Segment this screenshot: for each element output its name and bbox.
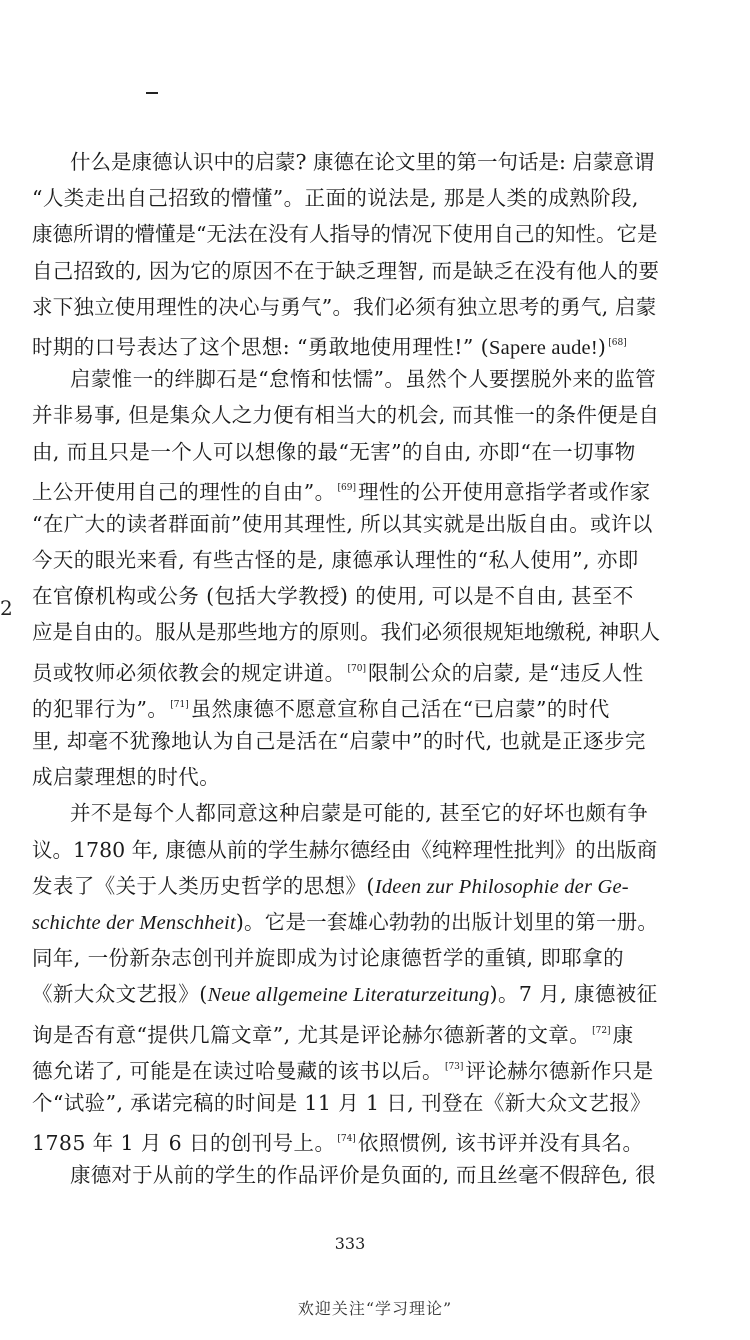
stray-mark [146,92,158,94]
text-segment: 德允诺了, 可能是在读过哈曼藏的该书以后。 [32,1058,443,1083]
text-segment: 什么是康德认识中的启蒙? 康德在论文里的第一句话是: 启蒙意谓 [70,150,655,174]
page-number: 333 [334,1234,366,1253]
text-line [32,687,660,723]
text-segment: 自己招致的, 因为它的原因不在于缺乏理智, 而是缺乏在没有他人的要 [32,258,660,283]
text-segment: 同年, 一份新杂志创刊并旋即成为讨论康德哲学的重镇, 即耶拿的 [32,946,624,971]
text-segment: 1785 年 1 月 6 日的创刊号上。 [32,1131,336,1156]
text-line [32,216,660,252]
italic-title-text: Ideen zur Philosophie der Ge- [374,875,629,898]
text-line [32,1121,660,1157]
text-segment: 康 [612,1022,634,1047]
footnote-ref: [70] [347,663,366,674]
text-segment: “人类走出自己招致的懵懂”。正面的说法是, 那是人类的成熟阶段, [32,186,639,211]
text-segment: 成启蒙理想的时代。 [32,765,221,790]
text-line [32,1157,660,1193]
text-line [32,1085,660,1121]
text-segment: )。它是一套雄心勃勃的出版计划里的第一册。 [235,909,659,934]
margin-number: 2 [0,596,13,620]
paragraph [32,795,660,1157]
text-line [32,289,660,325]
footnote-ref: [74] [337,1134,356,1145]
text-line [32,325,660,361]
body-text [32,144,660,1193]
text-segment: 的犯罪行为”。 [32,696,169,721]
text-segment: “在广大的读者群面前”使用其理性, 所以其实就是出版自由。或许以 [32,511,653,536]
text-segment: 应是自由的。服从是那些地方的原则。我们必须很规矩地缴税, 神职人 [32,620,661,645]
text-segment: Sapere aude! [489,336,598,359]
text-segment: 《新大众文艺报》( [32,982,208,1007]
text-segment: 询是否有意“提供几篇文章”, 尤其是评论赫尔德新著的文章。 [32,1022,591,1047]
footnote-ref: [71] [170,699,189,710]
text-segment: 里, 却毫不犹豫地认为自己是活在“启蒙中”的时代, 也就是正逐步完 [32,729,646,753]
text-segment: 由, 而且只是一个人可以想像的最“无害”的自由, 亦即“在一切事物 [32,439,636,464]
text-segment: 个“试验”, 承诺完稿的时间是 11 月 1 日, 刊登在《新大众文艺报》 [32,1090,652,1115]
text-line [32,976,660,1012]
text-segment: 今天的眼光来看, 有些古怪的是, 康德承认理性的“私人使用”, 亦即 [32,548,639,573]
text-line [32,759,660,795]
text-segment: 康德对于从前的学生的作品评价是负面的, 而且丝毫不假辞色, 很 [70,1163,656,1188]
italic-title-text: Neue allgemeine Literaturzeitung [207,984,490,1007]
text-segment: 上公开使用自己的理性的自由”。 [32,479,336,504]
text-line [32,904,660,940]
text-line [32,144,660,180]
text-segment: 并不是每个人都同意这种启蒙是可能的, 甚至它的好坏也颇有争 [70,801,649,826]
text-segment: 理性的公开使用意指学者或作家 [357,479,651,504]
text-segment: 员或牧师必须依教会的规定讲道。 [32,660,346,685]
text-line [32,940,660,976]
text-segment: 依照惯例, 该书评并没有具名。 [357,1131,644,1156]
paragraph [32,361,660,795]
footnote-ref: [72] [592,1025,611,1036]
text-line [32,723,660,759]
paragraph [32,144,660,361]
text-line [32,180,660,216]
text-segment: 评论赫尔德新作只是 [465,1058,654,1083]
text-segment: 并非易事, 但是集众人之力便有相当大的机会, 而其惟一的条件便是自 [32,403,660,428]
text-segment: 康德所谓的懵懂是“无法在没有人指导的情况下使用自己的知性。它是 [32,222,658,247]
text-segment: 发表了《关于人类历史哲学的思想》( [32,873,375,898]
text-line [32,1049,660,1085]
text-line [32,614,660,650]
text-segment: )。7 月, 康德被征 [489,982,658,1007]
text-segment: 在官僚机构或公务 (包括大学教授) 的使用, 可以是不自由, 甚至不 [32,584,634,609]
text-segment: 限制公众的启蒙, 是“违反人性 [367,660,644,685]
text-segment: 启蒙惟一的绊脚石是“怠惰和怯懦”。虽然个人要摆脱外来的监管 [70,367,657,392]
text-line [32,1013,660,1049]
text-line [32,832,660,868]
text-segment: 求下独立使用理性的决心与勇气”。我们必须有独立思考的勇气, 启蒙 [32,294,657,319]
text-line [32,361,660,397]
text-segment: 议。1780 年, 康德从前的学生赫尔德经由《纯粹理性批判》的出版商 [32,837,658,862]
text-line [32,506,660,542]
footnote-ref: [69] [337,482,356,493]
text-line [32,434,660,470]
footer-note: 欢迎关注“学习理论” [297,1299,453,1318]
text-segment: ) [597,334,607,359]
text-line [32,868,660,904]
text-line [32,397,660,433]
italic-title-text: schichte der Menschheit [32,911,236,934]
text-line [32,253,660,289]
paragraph [32,1157,660,1193]
text-line [32,578,660,614]
footnote-ref: [68] [608,337,627,348]
text-segment: 时期的口号表达了这个思想: “勇敢地使用理性!” ( [32,334,490,359]
text-line [32,651,660,687]
text-line [32,795,660,831]
text-line [32,542,660,578]
text-segment: 虽然康德不愿意宣称自己活在“已启蒙”的时代 [190,696,610,721]
footnote-ref: [73] [444,1061,464,1072]
text-line [32,470,660,506]
